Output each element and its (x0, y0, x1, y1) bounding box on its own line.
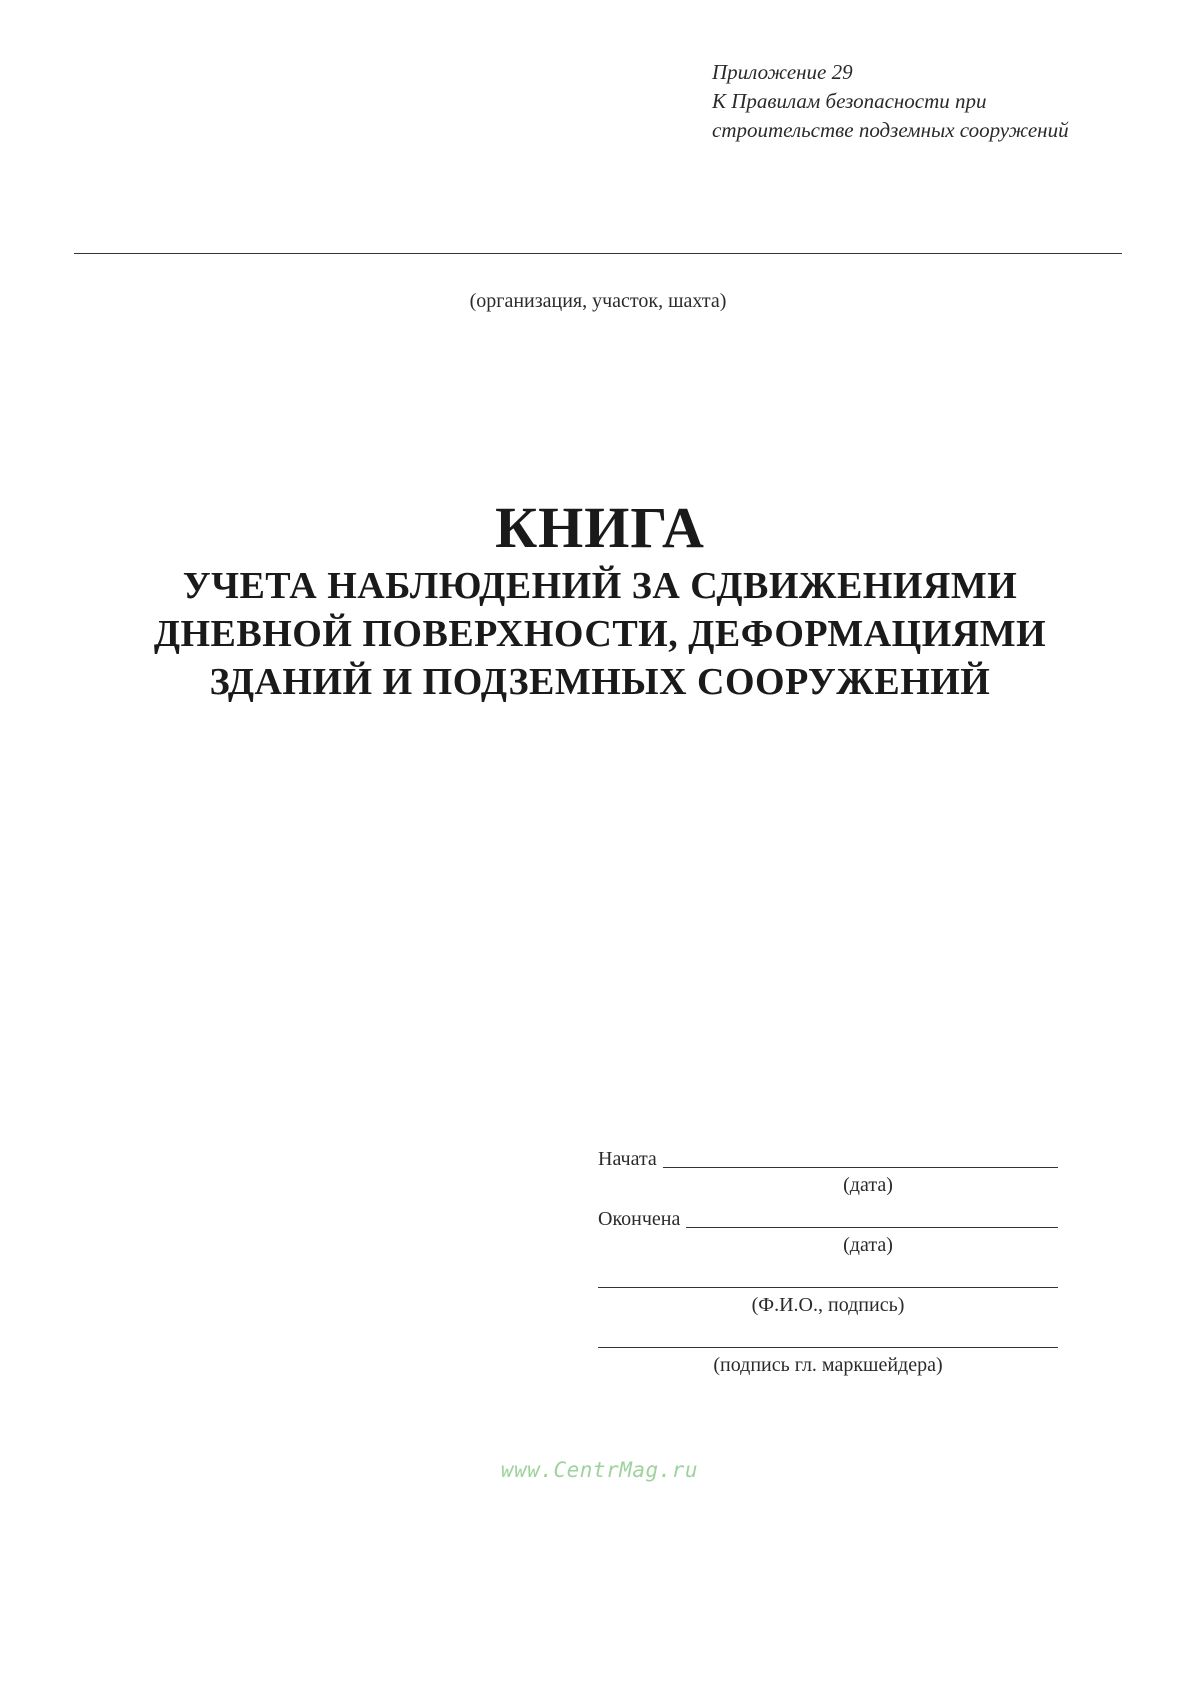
signature-block (598, 1140, 1058, 1380)
subtitle-line-2: ДНЕВНОЙ ПОВЕРХНОСТИ, ДЕФОРМАЦИЯМИ (153, 613, 1047, 655)
subtitle-line-3: ЗДАНИЙ И ПОДЗЕМНЫХ СООРУЖЕНИЙ (209, 661, 991, 703)
started-row (598, 1140, 1058, 1170)
finished-date-line (686, 1227, 1058, 1228)
finished-label: Окончена (598, 1208, 681, 1230)
subtitle-line-1: УЧЕТА НАБЛЮДЕНИЙ ЗА СДВИЖЕНИЯМИ (182, 565, 1018, 607)
appendix-note (712, 58, 1069, 145)
name-signature-line (598, 1287, 1058, 1288)
chief-signature-caption: (подпись гл. маркшейдера) (713, 1354, 943, 1376)
started-label: Начата (598, 1148, 657, 1170)
name-signature-caption: (Ф.И.О., подпись) (751, 1294, 905, 1316)
started-date-caption: (дата) (843, 1174, 893, 1196)
organization-caption: (организация, участок, шахта) (469, 290, 727, 312)
finished-date-caption: (дата) (843, 1234, 893, 1256)
page-title: КНИГА (495, 495, 705, 560)
chief-signature-line (598, 1347, 1058, 1348)
organization-field-line (74, 253, 1122, 254)
started-date-line (663, 1167, 1058, 1168)
chief-signature-row (598, 1320, 1058, 1350)
appendix-line-2: К Правилам безопасности при (712, 89, 987, 113)
finished-row (598, 1200, 1058, 1230)
appendix-line-1: Приложение 29 (712, 60, 853, 84)
appendix-line-3: строительстве подземных сооружений (712, 118, 1069, 142)
title-block (60, 494, 1140, 706)
watermark: www.CentrMag.ru (500, 1458, 699, 1482)
name-signature-row (598, 1260, 1058, 1290)
